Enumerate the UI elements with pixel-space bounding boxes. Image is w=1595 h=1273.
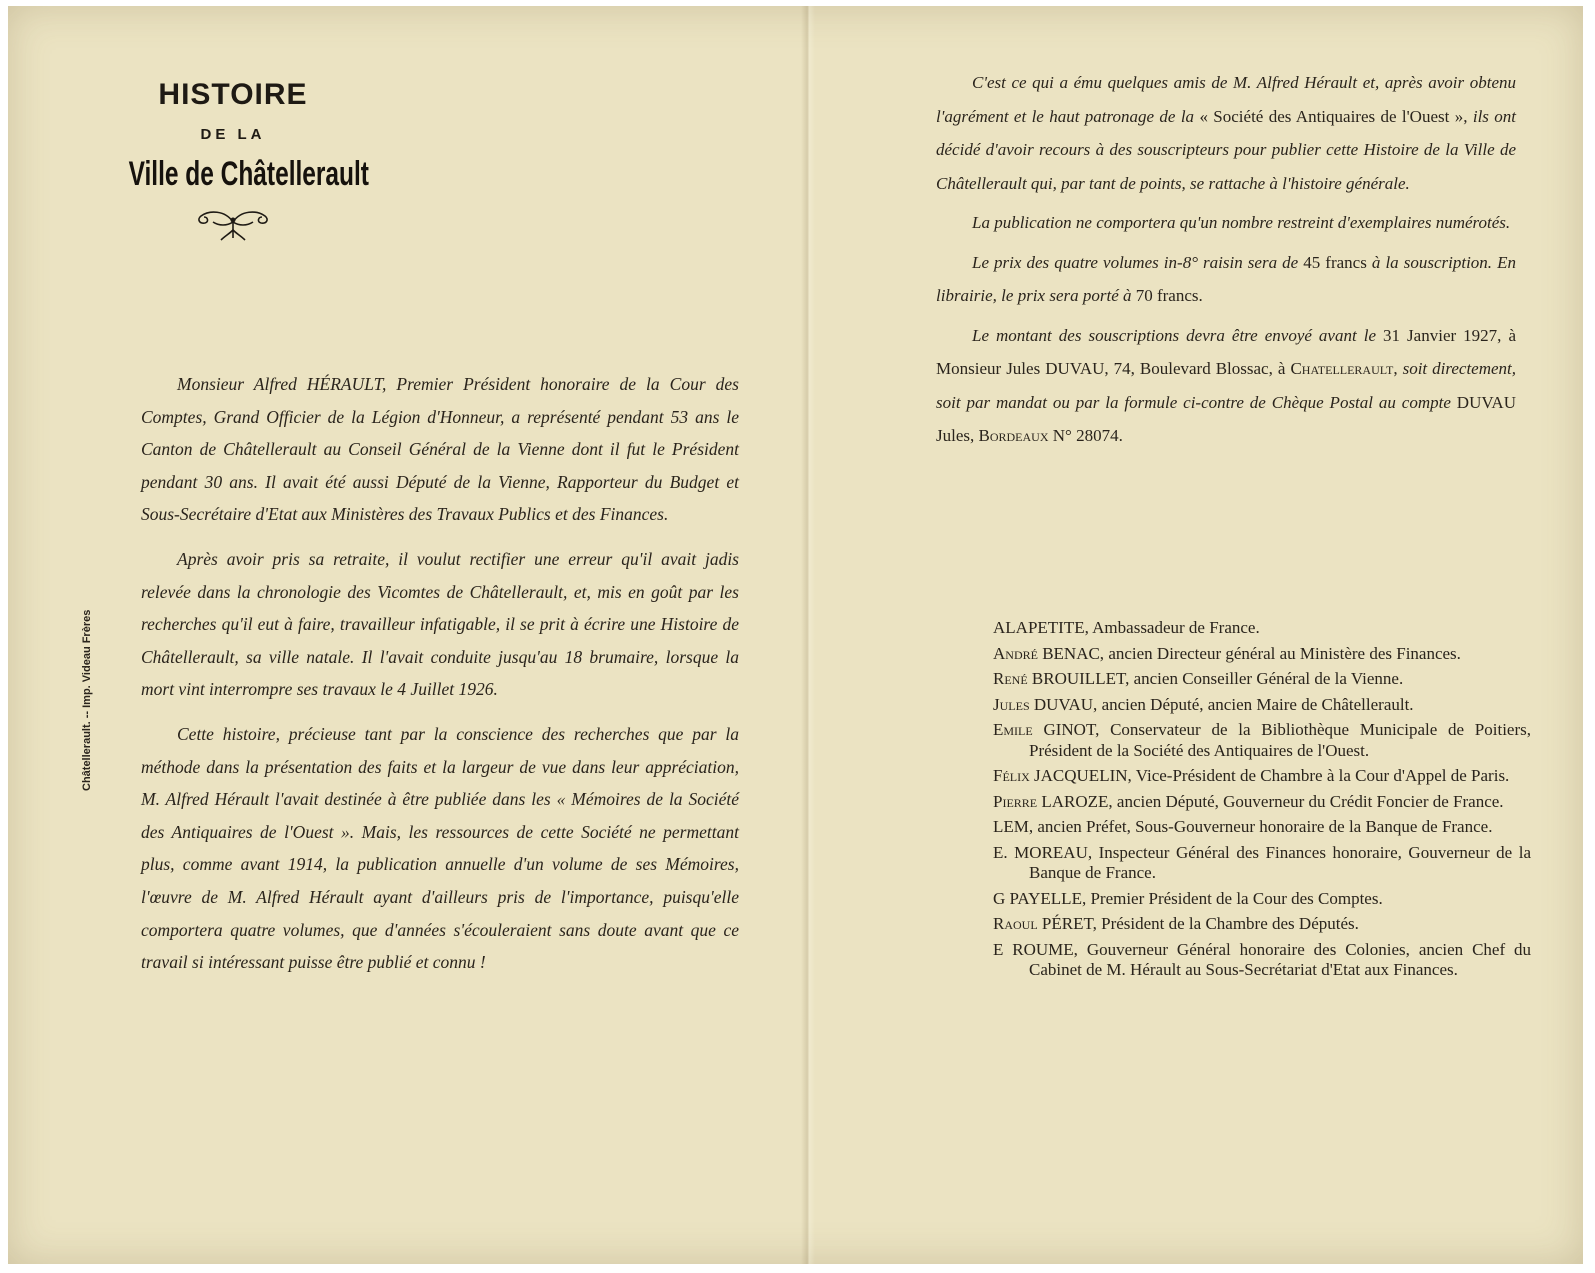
member-title: Inspecteur Général des Finances honoraire, Gouverneur de la Banque de France. <box>1029 842 1531 882</box>
member-name: Jules DUVAU, <box>993 694 1098 714</box>
document-sheet <box>8 6 1583 1264</box>
paragraph <box>936 66 1516 200</box>
paragraph: Cette histoire, précieuse tant par la conscience des recherches que par la méthode dans la présentation des faits et la largeur de vue dans leur appréciation, M. Alfred Hérault l'avait destinée à être publiée dans les « Mémoires de la Société des Antiquaires de l'Ouest ». Mais, les ressources de cette Société ne permettant plus, comme avant 1914, la publication annuelle d'un volume de ses Mémoires, l'œuvre de M. Alfred Hérault ayant d'ailleurs pris de l'importance, puisqu'elle comportera quatre volumes, que d'années s'écouleraient sans doute avant que ce travail si intéressant puisse être publié et connu ! <box>141 723 739 973</box>
text-run: 31 Janvier 1927, à Monsieur <box>936 325 1516 378</box>
list-item <box>993 695 1531 716</box>
paragraph <box>936 246 1516 313</box>
text-run: DUVAU Jules, <box>936 392 1516 445</box>
member-title: ancien Directeur général au Ministère des Finances. <box>1108 643 1461 663</box>
list-item <box>993 914 1531 935</box>
text-run: Le montant des souscriptions devra être envoyé avant le <box>972 325 1376 345</box>
paragraph <box>936 319 1516 453</box>
title-histoire: HISTOIRE <box>158 78 308 111</box>
member-title: ancien Conseiller Général de la Vienne. <box>1133 669 1404 688</box>
member-name: E ROUME, <box>993 939 1078 959</box>
text-run: à <box>1277 359 1286 378</box>
member-name: Raoul PÉRET, <box>993 914 1097 933</box>
list-item <box>993 618 1531 639</box>
member-name: René BROUILLET, <box>993 669 1130 688</box>
paragraph <box>936 206 1516 240</box>
list-item <box>993 817 1531 838</box>
text-run: Jules DUVAU, 74, Boulevard Blossac, <box>1006 359 1273 378</box>
text-run: « Société des Antiquaires de l'Ouest », <box>1199 106 1468 126</box>
member-title: Gouverneur Général honoraire des Colonies, ancien Chef du Cabinet de M. Hérault au Sous-Secrétariat d'Etat aux Finances. <box>1029 939 1532 979</box>
member-title: Ambassadeur de France. <box>1092 618 1260 637</box>
member-title: Vice-Président de Chambre à la Cour d'Appel de Paris. <box>1135 766 1510 785</box>
member-name: ALAPETITE, <box>993 618 1089 637</box>
title-ville: Ville de Châtellerault <box>128 155 369 193</box>
member-name: Pierre LAROZE, <box>993 791 1113 811</box>
text-run: C'est ce qui a ému quelques amis de M. Alfred Hérault et, après avoir obtenu l'agrément et le haut patronage de la <box>936 73 1516 126</box>
paragraph: Monsieur Alfred HÉRAULT, Premier Président honoraire de la Cour des Comptes, Grand Officier de la Légion d'Honneur, a représenté pendant 53 ans le Canton de Châtellerault au Conseil Général de la Vienne dont il fut le Président pendant 30 ans. Il avait été aussi Député de la Vienne, Rapporteur du Budget et Sous-Secrétaire d'Etat aux Ministères des Travaux Publics et des Finances. <box>141 374 739 525</box>
text-run: La publication ne comportera qu'un nombre restreint d'exemplaires numérotés. <box>972 213 1511 232</box>
member-name: Emile GINOT, <box>993 720 1100 739</box>
list-item <box>993 843 1531 884</box>
text-run: Le prix des quatre volumes in-8° raisin sera de <box>972 252 1299 272</box>
list-item <box>993 940 1531 981</box>
member-name: E. MOREAU, <box>993 842 1093 862</box>
list-item <box>993 766 1531 787</box>
text-run: Bordeaux N° 28074. <box>978 426 1123 445</box>
list-item <box>993 889 1531 910</box>
text-run: 70 francs. <box>1135 286 1203 305</box>
page-fold <box>801 6 815 1264</box>
list-item <box>993 792 1531 813</box>
right-body-text <box>936 66 1516 459</box>
member-title: ancien Député, ancien Maire de Châtellerault. <box>1101 694 1414 714</box>
text-run: 45 francs <box>1303 252 1367 272</box>
list-item <box>993 669 1531 690</box>
member-title: Conservateur de la Bibliothèque Municipale de Poitiers, Président de la Société des Antiquaires de l'Ouest. <box>1029 720 1532 760</box>
member-name: G PAYELLE, <box>993 888 1087 908</box>
text-run: Chatellerault, <box>1290 359 1398 378</box>
member-name: Félix JACQUELIN, <box>993 766 1132 785</box>
list-item <box>993 720 1531 761</box>
left-body-text <box>141 368 739 991</box>
text-run: ils ont décidé d'avoir recours à des souscripteurs pour publier cette Histoire de la Ville de Châtellerault qui, par tant de points, se rattache à l'histoire générale. <box>936 106 1516 193</box>
paragraph: Après avoir pris sa retraite, il voulut rectifier une erreur qu'il avait jadis relevée dans la chronologie des Vicomtes de Châtellerault, et, mis en goût par les recherches qu'il eut à faire, travailleur infatigable, il se prit à écrire une Histoire de Châtellerault, sa ville natale. Il l'avait conduite jusqu'au 18 brumaire, lorsque la mort vint interrompre ses travaux le 4 Juillet 1926. <box>141 548 739 700</box>
member-title: ancien Préfet, Sous-Gouverneur honoraire de la Banque de France. <box>1037 817 1493 836</box>
member-title: Premier Président de la Cour des Comptes. <box>1090 888 1383 908</box>
member-title: Président de la Chambre des Députés. <box>1101 914 1359 933</box>
title-block <box>88 78 378 244</box>
text-run: soit directement, soit par mandat ou par la formule ci-contre de Chèque Postal au compte <box>936 359 1517 412</box>
member-name: LEM, <box>993 817 1034 836</box>
title-de-la: DE LA <box>200 126 266 143</box>
list-item <box>993 644 1531 665</box>
committee-list <box>993 618 1531 986</box>
fleuron-ornament-icon <box>193 204 273 244</box>
member-title: ancien Député, Gouverneur du Crédit Foncier de France. <box>1116 791 1504 811</box>
printer-imprint: Châtellerault. -- Imp. Videau Frères <box>81 609 93 791</box>
member-name: André BENAC, <box>993 643 1105 663</box>
text-run: à la souscription. En librairie, le prix sera porté à <box>936 252 1516 305</box>
